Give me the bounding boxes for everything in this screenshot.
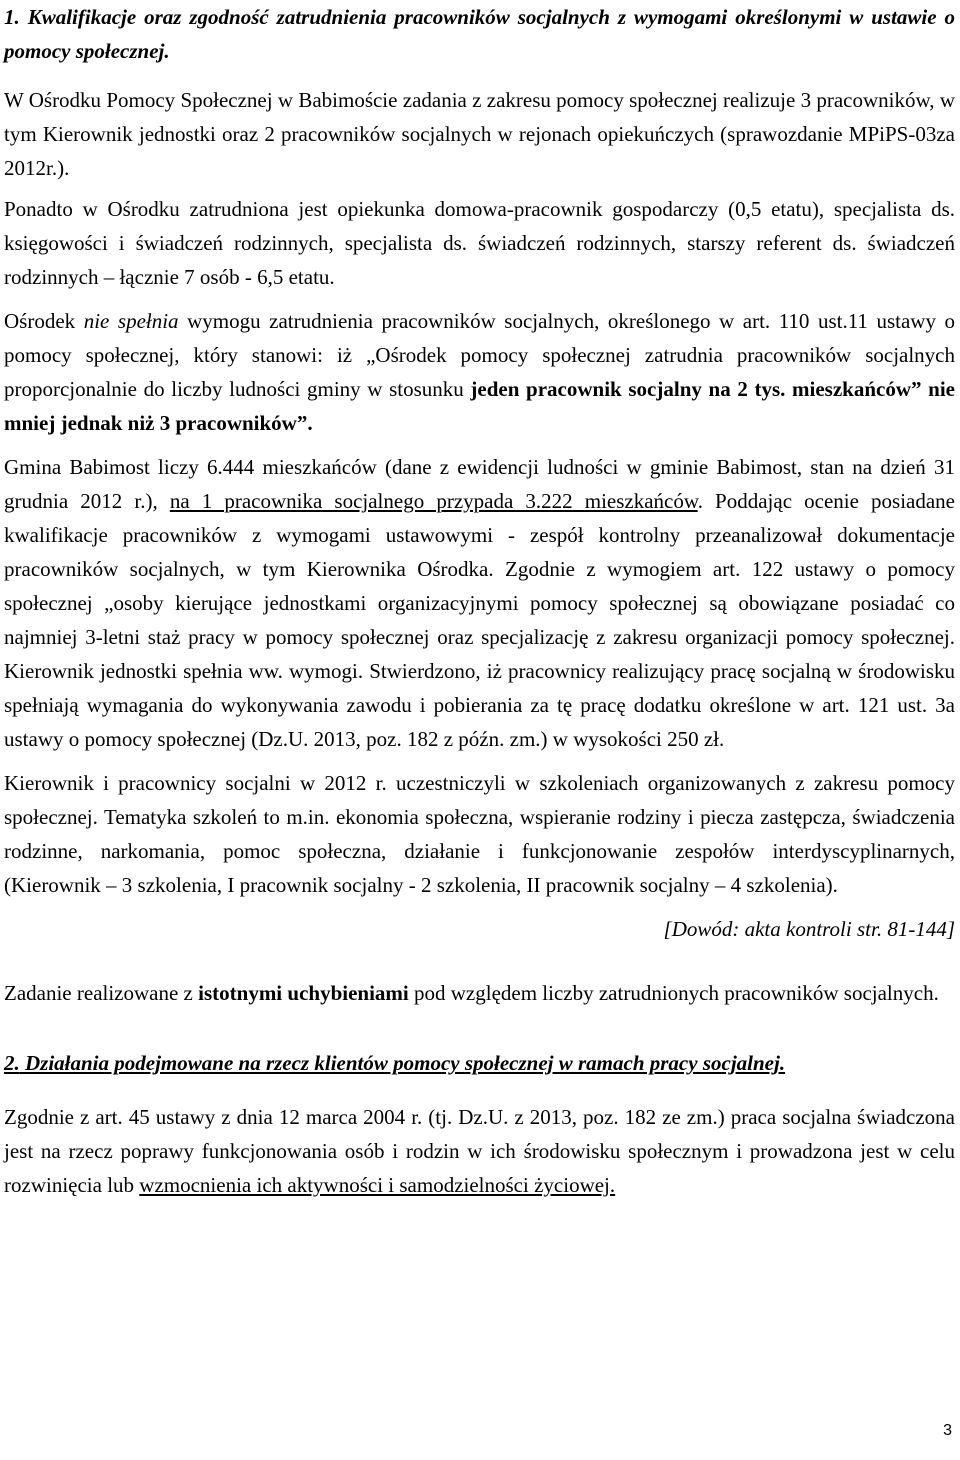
- paragraph-staff-count: W Ośrodku Pomocy Społecznej w Babimoście zadania z zakresu pomocy społecznej realizuje 3 pracowników, w tym Kierownik jednostki oraz 2 pracowników socjalnych w rejonach opiekuńczych (sprawozdanie MPiPS-03za 2012r.).: [4, 88, 955, 180]
- section-1-number: 1.: [4, 5, 20, 29]
- conclusion-text-c: pod względem liczby zatrudnionych pracowników socjalnych.: [408, 981, 939, 1005]
- social-work-goal: wzmocnienia ich aktywności i samodzielności życiowej.: [139, 1173, 616, 1197]
- document-page: [4, 0, 955, 1202]
- evidence-reference: [Dowód: akta kontroli str. 81-144]: [663, 917, 955, 941]
- section-2-title: Działania podejmowane na rzecz klientów pomocy społecznej w ramach pracy socjalnej.: [25, 1051, 786, 1075]
- population-ratio: na 1 pracownika socjalnego przypada 3.222 mieszkańców: [169, 489, 698, 513]
- requirement-ratio: jeden pracownik socjalny na 2 tys. mieszkańców” nie mniej jednak niż 3 pracowników”.: [4, 377, 955, 435]
- page-number: 3: [943, 1422, 952, 1439]
- paragraph-other-staff: Ponadto w Ośrodku zatrudniona jest opiekunka domowa-pracownik gospodarczy (0,5 etatu), specjalista ds. księgowości i świadczeń rodzinnych, specjalista ds. świadczeń rodzinnych, starszy referent ds. świadczeń rodzinnych – łącznie 7 osób - 6,5 etatu.: [4, 197, 955, 289]
- population-text-c: . Poddając ocenie posiadane kwalifikacje pracowników z wymogami ustawowymi - zespół kontrolny przeanalizował dokumentacje pracowników socjalnych, w tym Kierownika Ośrodka. Zgodnie z wymogiem art. 122 ustawy o pomocy społecznej „osoby kierujące jednostkami organizacyjnymi pomocy społecznej są obowiązane posiadać co najmniej 3-letni staż pracy w pomocy społecznej oraz specjalizację z zakresu organizacji pomocy społecznej. Kierownik jednostki spełnia ww. wymogi. Stwierdzono, iż pracownicy realizujący pracę socjalną w środowisku spełniają wymagania do wykonywania zawodu i pobierania za tę pracę dodatku określone w art. 121 ust. 3a ustawy o pomocy społecznej (Dz.U. 2013, poz. 182 z późn. zm.) w wysokości 250 zł.: [4, 489, 956, 751]
- paragraph-social-work: [4, 1100, 955, 1202]
- requirement-text-a: Ośrodek: [4, 309, 84, 333]
- section-2-heading: [4, 1046, 955, 1080]
- social-work-text-a: Zgodnie z art. 45 ustawy z dnia 12 marca 2004 r. (tj. Dz.U. z 2013, poz. 182 ze zm.) praca socjalna świadczona jest na rzecz poprawy funkcjonowania osób i rodzin w ich środowisku społecznym i prowadzona jest w celu rozwinięcia lub: [4, 1105, 955, 1197]
- paragraph-population: [4, 450, 955, 756]
- requirement-not-met: nie spełnia: [83, 309, 179, 333]
- section-2-number: 2.: [4, 1051, 20, 1075]
- section-1-heading: [4, 0, 955, 68]
- requirement-text-c: wymogu zatrudnienia pracowników socjalnych, określonego w art. 110 ust.11 ustawy o pomocy społecznej, który stanowi: iż „Ośrodek pomocy społecznej zatrudnia pracowników socjalnych proporcjonalnie do liczby ludności gminy w stosunku: [4, 309, 956, 401]
- paragraph-conclusion: [4, 976, 955, 1010]
- population-text-a: Gmina Babimost liczy 6.444 mieszkańców (dane z ewidencji ludności w gminie Babimost, stan na dzień 31 grudnia 2012 r.),: [4, 455, 955, 513]
- conclusion-irregularities: istotnymi uchybieniami: [198, 981, 409, 1005]
- conclusion-text-a: Zadanie realizowane z: [4, 981, 199, 1005]
- paragraph-requirement: [4, 304, 955, 440]
- section-1-title: Kwalifikacje oraz zgodność zatrudnienia pracowników socjalnych z wymogami określonymi w ustawie o pomocy społecznej.: [4, 5, 956, 63]
- paragraph-training: Kierownik i pracownicy socjalni w 2012 r. uczestniczyli w szkoleniach organizowanych z zakresu pomocy społecznej. Tematyka szkoleń to m.in. ekonomia społeczna, wspieranie rodziny i piecza zastępcza, świadczenia rodzinne, narkomania, pomoc społeczna, działanie i funkcjonowanie zespołów interdyscyplinarnych, (Kierownik – 3 szkolenia, I pracownik socjalny - 2 szkolenia, II pracownik socjalny – 4 szkolenia).: [4, 771, 955, 897]
